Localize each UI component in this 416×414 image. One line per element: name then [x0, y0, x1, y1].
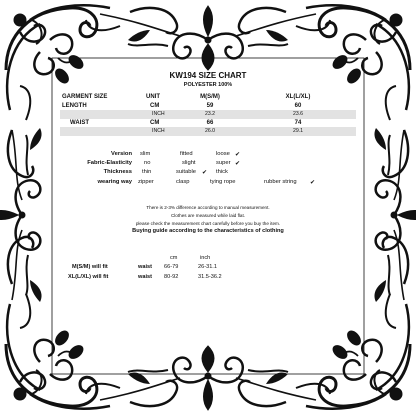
check-icon: ✔	[235, 152, 241, 158]
feature-option: fitted	[180, 151, 193, 157]
feature-label: wearing way	[97, 178, 132, 185]
feature-option: no	[144, 160, 151, 167]
header-garment-size: GARMENT SIZE	[62, 94, 108, 101]
table-row	[60, 102, 356, 111]
measurement-note: please check the measurement chart carefully before you buy the item.	[135, 221, 281, 226]
row-unit: INCH	[152, 110, 165, 117]
feature-row-wearing-way	[60, 178, 356, 187]
feature-option: slim	[140, 151, 151, 157]
feature-label: Fabric-Elasticity	[87, 160, 132, 167]
fit-part: waist	[138, 264, 152, 270]
fit-cm: 66-79	[164, 264, 179, 270]
row-value-xl: 23.6	[292, 110, 304, 117]
feature-label: Thickness	[103, 169, 132, 176]
size-table	[60, 93, 356, 136]
row-value-m: 66	[206, 119, 214, 126]
check-icon: ✔	[235, 161, 241, 168]
feature-option: loose	[216, 151, 230, 157]
material-label: POLYESTER 100%	[183, 82, 233, 88]
row-unit: CM	[150, 102, 160, 109]
feature-option: thin	[142, 169, 152, 176]
row-unit: INCH	[152, 127, 165, 134]
header-size-m: M(S/M)	[200, 94, 220, 101]
chart-title: KW194 SIZE CHART	[169, 71, 247, 80]
feature-option: slight	[182, 160, 196, 167]
fit-inch: 26-31.1	[198, 264, 217, 270]
size-chart-content	[60, 66, 356, 366]
feature-option: tying rope	[210, 178, 236, 185]
row-value-m: 26.0	[204, 127, 216, 134]
feature-option: thick	[216, 169, 228, 176]
row-value-xl: 29.1	[292, 127, 304, 134]
table-header-row	[60, 93, 356, 102]
feature-option: zipper	[138, 178, 154, 185]
check-icon: ✔	[310, 179, 316, 186]
measurement-note: There is 2-3% difference according to manual measurement.	[146, 205, 270, 210]
feature-option: suitable	[176, 169, 196, 176]
row-value-xl: 60	[294, 102, 302, 109]
feature-row-elasticity	[60, 159, 356, 168]
row-label: WAIST	[70, 119, 89, 126]
table-row	[60, 119, 356, 128]
feature-label: Version	[111, 151, 132, 157]
header-unit: UNIT	[146, 94, 160, 101]
row-value-xl: 74	[294, 119, 302, 126]
feature-option: clasp	[176, 178, 190, 185]
unit-header-cm: cm	[170, 255, 178, 261]
feature-option: super	[216, 160, 231, 167]
feature-option: rubber string	[264, 178, 297, 185]
fit-inch: 31.5-36.2	[198, 274, 222, 280]
header-size-xl: XL(L/XL)	[285, 94, 311, 101]
buying-guide-title: Buying guide according to the characteristics of clothing	[132, 228, 284, 234]
fit-part: waist	[138, 274, 152, 280]
fit-cm: 80-92	[164, 274, 179, 280]
unit-header-inch: inch	[200, 255, 211, 261]
fabric-features	[60, 150, 356, 187]
row-unit: CM	[150, 119, 160, 126]
row-value-m: 23.2	[204, 110, 216, 117]
feature-row-version	[60, 150, 356, 159]
table-row	[60, 127, 356, 136]
measurement-note: Clothes are measured while laid flat.	[170, 213, 246, 218]
check-icon: ✔	[202, 170, 208, 177]
fit-size-label: XL(L/XL) will fit	[68, 274, 109, 280]
fit-size-label: M(S/M) will fit	[72, 264, 108, 270]
row-value-m: 59	[206, 102, 214, 109]
table-row	[60, 110, 356, 119]
row-label: LENGTH	[62, 102, 87, 109]
feature-row-thickness	[60, 168, 356, 177]
